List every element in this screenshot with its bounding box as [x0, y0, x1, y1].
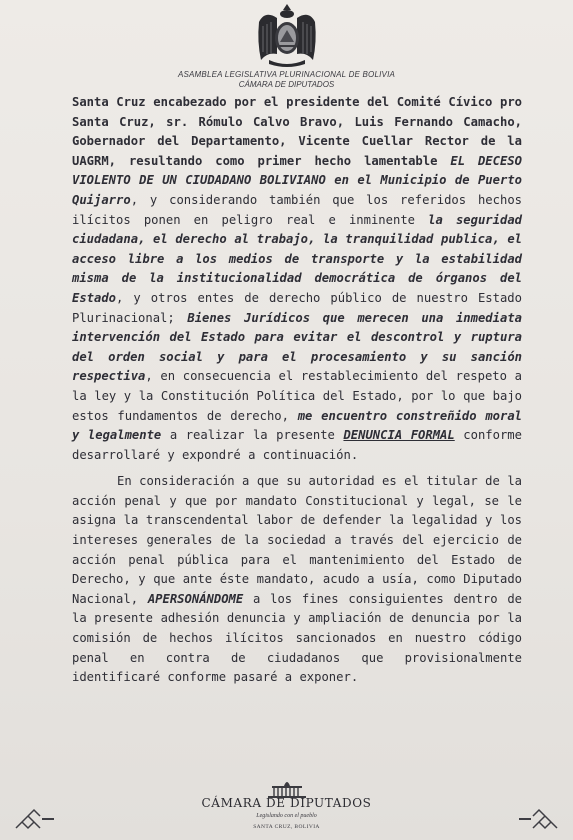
coat-of-arms-icon: [255, 2, 319, 70]
text-run-emphasis: APERSONÁNDOME: [147, 591, 244, 606]
chamber-subtitle: CÁMARA DE DIPUTADOS: [238, 80, 335, 89]
footer-title: CÁMARA DE DIPUTADOS: [201, 796, 372, 810]
text-run: , en consecuencia el restablecimiento del respeto a la ley y la Constitución Política del Estado, por lo que bajo estos fundamentos de derecho,: [72, 369, 522, 423]
footer: [0, 778, 573, 840]
letterhead: [0, 0, 573, 96]
footer-motto: Legislando con el pueblo: [256, 813, 317, 819]
decorative-corner-icon: [14, 808, 58, 830]
text-run: , y considerando también que los referidos hechos ilícitos ponen en peligro real e inminente: [72, 192, 522, 227]
text-run: En consideración a que su autoridad es el titular de la acción penal y que por mandato Constitucional y legal, se le asigna la transcendental labor de defender la legalidad y los intereses generales de la sociedad a través del ejercicio de acción penal pública para el mantenimiento del Estado de Derecho, y que ante éste mandato, acudo a usía, como Diputado Nacional,: [72, 474, 522, 606]
paragraph-1: [72, 93, 522, 465]
decorative-corner-icon: [515, 808, 559, 830]
footer-city: SANTA CRUZ, BOLIVIA: [253, 824, 320, 830]
chamber-building-icon: [262, 778, 312, 798]
denuncia-formal-text: DENUNCIA FORMAL: [343, 428, 455, 443]
text-run: Santa Cruz encabezado por el presidente del Comité Cívico pro Santa Cruz, sr. Rómulo Calvo Bravo, Luis Fernando Camacho, Gobernador del Departamento, Vicente Cuellar Rector de la UAGRM, resultando como primer hecho lamentable: [72, 95, 522, 168]
chamber-name: ASAMBLEA LEGISLATIVA PLURINACIONAL DE BOLIVIA: [177, 70, 396, 79]
text-run-emphasis: la seguridad ciudadana, el derecho al trabajo, la tranquilidad publica, el acceso libre a los medios de transporte y la estabilidad misma de la institucionalidad democrática de órganos del Estado: [72, 212, 522, 305]
text-run: conforme desarrollaré y expondré a continuación.: [72, 428, 522, 462]
text-run-emphasis: EL DECESO VIOLENTO DE UN CIUDADANO BOLIVIANO en el Municipio de Puerto Quijarro: [72, 153, 522, 207]
text-run: a realizar la presente: [161, 428, 344, 443]
text-run: a los fines consiguientes dentro de la presente adhesión denuncia y ampliación de denuncia por la comisión de hechos ilícitos sancionados en nuestro código penal en contra de ciudadanos que provisionalmente identificaré conforme pasaré a exponer.: [72, 591, 523, 685]
text-run: , y otros entes de derecho público de nuestro Estado Plurinacional;: [72, 290, 522, 325]
paragraph-2: [72, 472, 522, 688]
document-body: [72, 93, 522, 688]
text-run-emphasis: me encuentro constreñido moral y legalmente: [72, 408, 523, 443]
text-run-emphasis: Bienes Jurídicos que merecen una inmediata intervención del Estado para evitar el descontrol y ruptura del orden social y para el procesamiento y su sanción respectiva: [72, 310, 522, 384]
